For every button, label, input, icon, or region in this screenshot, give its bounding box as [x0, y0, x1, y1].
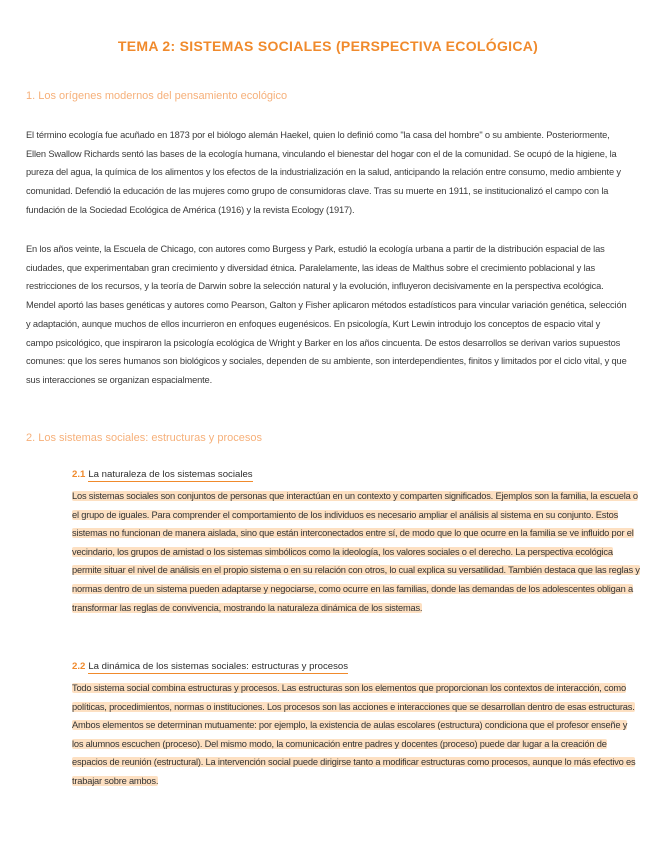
subsection-title: La dinámica de los sistemas sociales: estructuras y procesos [88, 661, 349, 672]
section-2-heading: 2. Los sistemas sociales: estructuras y procesos [26, 432, 262, 444]
section-1-paragraph-1: El término ecología fue acuñado en 1873 por el biólogo alemán Haekel, quien lo definió como "la casa del hombre" o su ambiente. Posteriormente, Ellen Swallow Richards sentó las bases de la ecología humana, vinculando el bienestar del hogar con el de la comunidad. Se ocupó de la higiene, la pureza del agua, la química de los alimentos y los efectos de la industrialización en la salud, anticipando la relación entre consumo, medio ambiente y comunidad. Defendió la educación de las mujeres como grupo de consumidoras clave. Tras su muerte en 1911, se institucionalizó el campo con la fundación de la Sociedad Ecológica de América (1916) y la revista Ecology (1917). [26, 130, 621, 215]
subsection-2-1-text [72, 487, 640, 617]
subsection-number: 2.1 [72, 469, 86, 480]
subsection-2-2-heading [72, 661, 348, 672]
subsection-title: La naturaleza de los sistemas sociales [88, 469, 253, 480]
section-1-heading: 1. Los orígenes modernos del pensamiento ecológico [26, 90, 288, 102]
highlighted-text: Todo sistema social combina estructuras y procesos. Las estructuras son los elementos que proporcionan los contextos de interacción, como políticas, procedimientos, normas o instituciones. Los procesos son las acciones e interacciones que se desarrollan dentro de esas estructuras. Ambos elementos se determinan mutuamente: por ejemplo, la existencia de aulas escolares (estructura) condiciona que el profesor enseñe y los alumnos escuchen (proceso). Del mismo modo, la comunicación entre padres y docentes (proceso) puede dar lugar a la creación de espacios de reunión (estructural). La intervención social puede dirigirse tanto a modificar estructuras como procesos, aunque lo más efectivo es trabajar sobre ambos. [72, 683, 636, 786]
subsection-number: 2.2 [72, 661, 86, 672]
subsection-2-2-text [72, 679, 640, 791]
section-1-paragraph-2: En los años veinte, la Escuela de Chicago, con autores como Burgess y Park, estudió la ecología urbana a partir de la distribución espacial de las ciudades, que experimentaban gran crecimiento y diversidad étnica. Paralelamente, las ideas de Malthus sobre el crecimiento poblacional y las restricciones de los recursos, y la teoría de Darwin sobre la selección natural y la evolución, influyeron decisivamente en la perspectiva ecológica. Mendel aportó las bases genéticas y autores como Pearson, Galton y Fisher aplicaron métodos estadísticos para vincular variación genética, selección y adaptación, aunque muchos de ellos incurrieron en enfoques eugenésicos. En psicología, Kurt Lewin introdujo los conceptos de espacio vital y campo psicológico, que inspiraron la psicología ecológica de Wright y Barker en los años cincuenta. De estos desarrollos se derivan varios supuestos comunes: que los seres humanos son biológicos y sociales, dependen de su ambiente, son interdependientes, finitos y limitados por el ciclo vital, y que sus interacciones se organizan espacialmente. [26, 244, 627, 385]
highlighted-text: Los sistemas sociales son conjuntos de personas que interactúan en un contexto y comparten significados. Ejemplos son la familia, la escuela o el grupo de iguales. Para comprender el comportamiento de los individuos es necesario ampliar el análisis al sistema en su conjunto. Estos sistemas no funcionan de manera aislada, sino que están interconectados entre sí, de modo que lo que ocurre en la familia se ve influido por el vecindario, los grupos de amistad o los sistemas simbólicos como la ideología, los valores sociales o el derecho. La perspectiva ecológica permite situar el nivel de análisis en el propio sistema o en su relación con otros, lo cual explica su versatilidad. También destaca que las reglas y normas dentro de un sistema pueden adaptarse y negociarse, como ocurre en las familias, donde las demandas de los adolescentes obligan a transformar las reglas de convivencia, mostrando la naturaleza dinámica de los sistemas. [72, 491, 640, 613]
subsection-2-1-heading [72, 469, 253, 480]
page-title: TEMA 2: SISTEMAS SOCIALES (PERSPECTIVA ECOLÓGICA) [117, 38, 539, 54]
